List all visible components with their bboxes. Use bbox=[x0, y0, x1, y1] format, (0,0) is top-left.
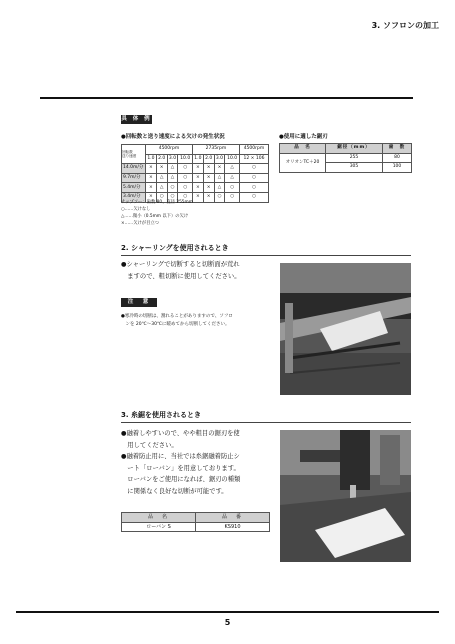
sub-header: 2.0 bbox=[203, 154, 214, 164]
table-cell: 305 bbox=[326, 163, 383, 173]
table-cell: ○ bbox=[225, 183, 240, 193]
corner-label: 回転数 bbox=[122, 149, 133, 154]
sub-header: 3.0 bbox=[214, 154, 225, 164]
table-cell: ○ bbox=[178, 192, 193, 202]
text-line: ローバンをご使用になれば、鋸刃の種類 bbox=[121, 476, 241, 483]
caution-badge: 注 意 bbox=[121, 298, 157, 307]
text-line: ●シャーリングで切断すると切断面が荒れ bbox=[121, 261, 240, 268]
section-3-title: 3. 糸鋸を使用されるとき bbox=[121, 411, 201, 419]
table-cell: × bbox=[192, 173, 203, 183]
column-header: 品 名 bbox=[122, 513, 196, 523]
legend-line: ○……欠けなし bbox=[121, 207, 151, 212]
blade-name: オリオンTC＋20 bbox=[280, 153, 326, 172]
table-cell: ○ bbox=[239, 192, 268, 202]
chapter-title: 3. ソフロンの加工 bbox=[371, 21, 439, 30]
header-divider bbox=[40, 97, 413, 99]
group-header: 2735rpm bbox=[192, 145, 239, 155]
table-row bbox=[122, 183, 269, 193]
table-cell: ○ bbox=[178, 164, 193, 174]
blade-table bbox=[279, 143, 412, 173]
section-2-divider bbox=[121, 255, 411, 256]
table-row bbox=[122, 522, 270, 532]
group-header: 4500rpm bbox=[146, 145, 193, 155]
table-cell: ○ bbox=[167, 183, 178, 193]
table-cell: × bbox=[146, 164, 157, 174]
row-label: 14.0m/分 bbox=[122, 164, 146, 174]
text-line: ●融着防止用に、当社では糸鋸融着防止シ bbox=[121, 453, 240, 460]
table-cell: × bbox=[146, 192, 157, 202]
section-2-title: 2. シャーリングを使用されるとき bbox=[121, 244, 229, 252]
example-badge: 具 体 例 bbox=[121, 116, 152, 122]
table-cell: △ bbox=[225, 164, 240, 174]
page-number: 5 bbox=[224, 618, 231, 627]
table-cell: × bbox=[192, 192, 203, 202]
table-cell: ○ bbox=[214, 192, 225, 202]
table-legend bbox=[121, 199, 193, 227]
table-cell: × bbox=[146, 173, 157, 183]
table-cell: ○ bbox=[239, 173, 268, 183]
table-row bbox=[122, 173, 269, 183]
table-cell: ○ bbox=[156, 192, 167, 202]
corner-sub-label: 送り速度 bbox=[122, 154, 137, 159]
section-3-text bbox=[121, 428, 281, 497]
table-cell: ○ bbox=[239, 183, 268, 193]
table-cell: × bbox=[203, 192, 214, 202]
sub-header: 10.0 bbox=[178, 154, 193, 164]
sub-header: 10.0 bbox=[225, 154, 240, 164]
column-header: 歯 数 bbox=[382, 144, 411, 154]
sub-header: 12 × 106 bbox=[239, 154, 268, 164]
table-cell: △ bbox=[167, 173, 178, 183]
table-cell: 255 bbox=[326, 153, 383, 163]
text-line: 用してください。 bbox=[121, 441, 178, 449]
table-cell: × bbox=[214, 164, 225, 174]
table-row bbox=[122, 164, 269, 174]
footer-divider bbox=[16, 611, 439, 613]
text-line: ますので、粗切断に使用してください。 bbox=[121, 272, 241, 280]
table-cell: ○ bbox=[167, 192, 178, 202]
table-cell: × bbox=[146, 183, 157, 193]
table-cell: KS910 bbox=[196, 522, 270, 532]
table-cell: 100 bbox=[382, 163, 411, 173]
table-cell: × bbox=[203, 164, 214, 174]
roban-table bbox=[121, 512, 270, 532]
table-cell: ○ bbox=[178, 173, 193, 183]
table-cell: ローバン S bbox=[122, 522, 196, 532]
shearing-machine-photo bbox=[280, 263, 411, 395]
table-cell: ○ bbox=[239, 164, 268, 174]
row-label: 9.7m/分 bbox=[122, 173, 146, 183]
table-cell: ○ bbox=[225, 192, 240, 202]
table-row bbox=[280, 153, 412, 163]
table-cell: × bbox=[192, 183, 203, 193]
table-cell: ○ bbox=[178, 183, 193, 193]
legend-line: △……微小（0.5mm 以下）の欠け bbox=[121, 214, 189, 219]
table-cell: × bbox=[156, 164, 167, 174]
speed-table-heading: ●回転数と送り速度による欠けの発生状況 bbox=[121, 134, 225, 140]
text-line: ●融着しやすいので、やや粗目の鋸刃を使 bbox=[121, 430, 240, 437]
table-cell: △ bbox=[167, 164, 178, 174]
row-label: 3.4m/分 bbox=[122, 192, 146, 202]
group-header: 4500rpm bbox=[239, 145, 268, 155]
row-label: 5.4m/分 bbox=[122, 183, 146, 193]
shearing-photo-illustration bbox=[280, 263, 411, 395]
table-cell: 80 bbox=[382, 153, 411, 163]
blade-table-heading: ●使用に適した鋸刃 bbox=[279, 134, 328, 140]
table-cell: × bbox=[203, 183, 214, 193]
table-corner bbox=[122, 145, 146, 164]
table-cell: △ bbox=[214, 173, 225, 183]
table-cell: × bbox=[203, 173, 214, 183]
section-3-divider bbox=[121, 422, 411, 423]
table-cell: △ bbox=[156, 173, 167, 183]
jigsaw-photo-illustration bbox=[280, 430, 411, 562]
speed-chipping-table bbox=[121, 144, 269, 203]
sub-header: 2.0 bbox=[156, 154, 167, 164]
table-cell: × bbox=[192, 164, 203, 174]
section-2-text bbox=[121, 259, 276, 282]
text-line: ンを 20℃〜30℃に暖めてから切断してください。 bbox=[121, 321, 230, 327]
column-header: 品 名 bbox=[280, 144, 326, 154]
legend-line: チップソー：歯数 80、直径 255mm bbox=[121, 200, 193, 205]
table-cell: △ bbox=[156, 183, 167, 193]
sub-header: 1.0 bbox=[192, 154, 203, 164]
jigsaw-photo bbox=[280, 430, 411, 562]
table-cell: △ bbox=[214, 183, 225, 193]
legend-line: ×……欠けが目立つ bbox=[121, 221, 159, 226]
column-header: 品 番 bbox=[196, 513, 270, 523]
text-line: に関係なく良好な切断が可能です。 bbox=[121, 487, 228, 495]
column-header: 鋸径（mm） bbox=[326, 144, 383, 154]
text-line: ●寒冷時の切断は、割れることがありますので、ソフロ bbox=[121, 314, 233, 319]
sub-header: 1.0 bbox=[146, 154, 157, 164]
caution-text bbox=[121, 313, 276, 328]
sub-header: 3.0 bbox=[167, 154, 178, 164]
text-line: ート「ローバン」を用意しております。 bbox=[121, 464, 240, 472]
table-cell: △ bbox=[225, 173, 240, 183]
